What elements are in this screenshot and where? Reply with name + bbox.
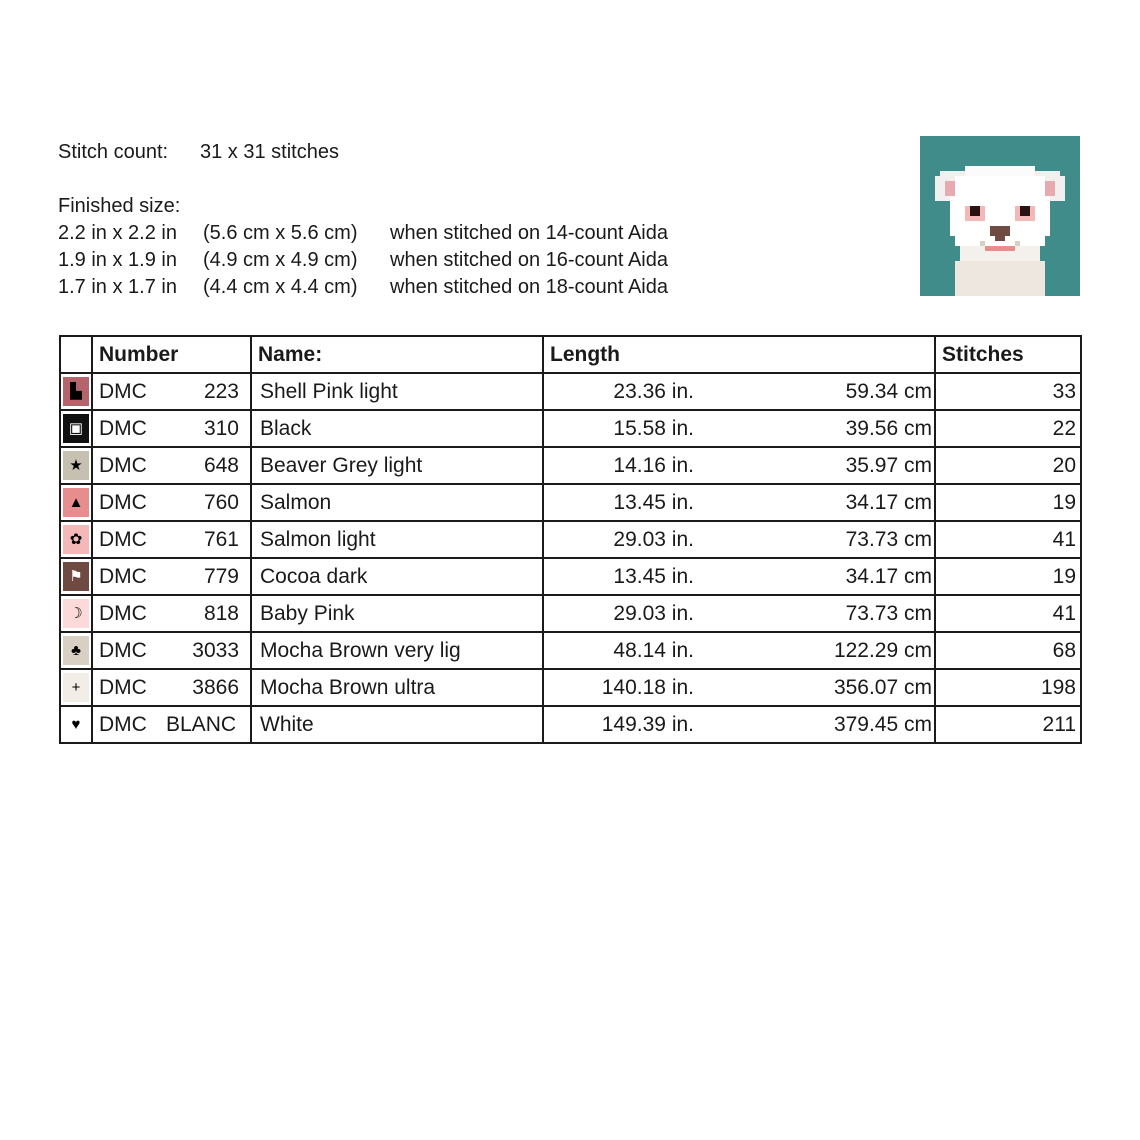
floss-name-cell: Baby Pink: [251, 595, 543, 632]
floss-number-cell: [92, 595, 251, 632]
length-cell: [543, 373, 935, 410]
length-column-header: Length: [543, 336, 935, 373]
floss-name-cell: Mocha Brown very lig: [251, 632, 543, 669]
length-inches: 14.16 in.: [613, 453, 694, 477]
square-target-icon: ▣: [63, 414, 89, 443]
length-inches: 140.18 in.: [601, 675, 694, 699]
floss-code: 779: [203, 564, 239, 588]
floss-brand: DMC: [99, 490, 147, 514]
size-fabric: when stitched on 16-count Aida: [390, 249, 668, 271]
floss-name-cell: Salmon light: [251, 521, 543, 558]
legend-row: [60, 373, 1081, 410]
floss-name-cell: Mocha Brown ultra: [251, 669, 543, 706]
white-puppy-pixel-icon: [920, 136, 1080, 296]
floss-number-cell: [92, 447, 251, 484]
floss-legend-table: [59, 335, 1082, 744]
length-inches: 149.39 in.: [601, 712, 694, 736]
length-cell: [543, 447, 935, 484]
size-inches: 1.9 in x 1.9 in: [58, 249, 177, 271]
name-column-header: Name:: [251, 336, 543, 373]
stitches-cell: 19: [935, 484, 1081, 521]
floss-code: 760: [203, 490, 239, 514]
floss-code: 648: [203, 453, 239, 477]
finished-size-row: [58, 247, 668, 274]
floss-number-cell: [92, 706, 251, 743]
finished-size-row: [58, 220, 668, 247]
size-inches: 1.7 in x 1.7 in: [58, 276, 177, 298]
floss-name-cell: White: [251, 706, 543, 743]
floss-code: 761: [203, 527, 239, 551]
symbol-cell: [60, 558, 92, 595]
legend-header-row: [60, 336, 1081, 373]
symbol-cell: [60, 706, 92, 743]
plus-icon: +: [63, 673, 89, 702]
floss-name-cell: Shell Pink light: [251, 373, 543, 410]
stitches-cell: 19: [935, 558, 1081, 595]
floss-number-cell: [92, 484, 251, 521]
length-cell: [543, 669, 935, 706]
symbol-cell: [60, 373, 92, 410]
flag-icon: ⚑: [63, 562, 89, 591]
size-cm: (4.9 cm x 4.9 cm): [203, 249, 358, 271]
stitches-cell: 211: [935, 706, 1081, 743]
symbol-cell: [60, 595, 92, 632]
length-cm: 59.34 cm: [845, 379, 932, 403]
length-inches: 13.45 in.: [613, 564, 694, 588]
club-icon: ♣: [63, 636, 89, 665]
length-cm: 34.17 cm: [845, 490, 932, 514]
length-cell: [543, 632, 935, 669]
length-cell: [543, 706, 935, 743]
stitches-cell: 68: [935, 632, 1081, 669]
floss-number-cell: [92, 373, 251, 410]
pattern-info: [58, 139, 668, 301]
pattern-preview-image: [920, 136, 1080, 296]
stitches-cell: 198: [935, 669, 1081, 706]
length-cm: 379.45 cm: [833, 712, 932, 736]
length-inches: 13.45 in.: [613, 490, 694, 514]
size-fabric: when stitched on 14-count Aida: [390, 222, 668, 244]
symbol-column-header: [60, 336, 92, 373]
finished-size-row: [58, 274, 668, 301]
floss-brand: DMC: [99, 601, 147, 625]
size-cm: (5.6 cm x 5.6 cm): [203, 222, 358, 244]
size-fabric: when stitched on 18-count Aida: [390, 276, 668, 298]
symbol-cell: [60, 521, 92, 558]
floss-code: 818: [203, 601, 239, 625]
length-inches: 29.03 in.: [613, 601, 694, 625]
legend-row: [60, 558, 1081, 595]
legend-row: [60, 706, 1081, 743]
stitches-cell: 22: [935, 410, 1081, 447]
floss-number-cell: [92, 521, 251, 558]
floss-code: 310: [203, 416, 239, 440]
floss-code: BLANC: [166, 712, 237, 736]
length-cm: 73.73 cm: [845, 527, 932, 551]
floss-name-cell: Black: [251, 410, 543, 447]
number-column-header: Number: [92, 336, 251, 373]
symbol-cell: [60, 632, 92, 669]
floss-code: 3033: [192, 638, 239, 662]
length-cell: [543, 484, 935, 521]
stitches-cell: 33: [935, 373, 1081, 410]
floss-number-cell: [92, 669, 251, 706]
legend-row: [60, 410, 1081, 447]
floss-code: 223: [203, 379, 239, 403]
length-cm: 122.29 cm: [833, 638, 932, 662]
symbol-cell: [60, 410, 92, 447]
legend-row: [60, 595, 1081, 632]
floss-brand: DMC: [99, 675, 147, 699]
floss-brand: DMC: [99, 453, 147, 477]
floss-brand: DMC: [99, 527, 147, 551]
length-inches: 15.58 in.: [613, 416, 694, 440]
shopping-bag-icon: ▙: [63, 377, 89, 406]
length-cm: 39.56 cm: [845, 416, 932, 440]
length-cm: 73.73 cm: [845, 601, 932, 625]
stitches-cell: 41: [935, 521, 1081, 558]
floss-brand: DMC: [99, 416, 147, 440]
length-cell: [543, 558, 935, 595]
symbol-cell: [60, 669, 92, 706]
symbol-cell: [60, 447, 92, 484]
size-cm: (4.4 cm x 4.4 cm): [203, 276, 358, 298]
length-cell: [543, 595, 935, 632]
stitches-cell: 20: [935, 447, 1081, 484]
length-cm: 356.07 cm: [833, 675, 932, 699]
floss-name-cell: Beaver Grey light: [251, 447, 543, 484]
stitches-column-header: Stitches: [935, 336, 1081, 373]
length-inches: 23.36 in.: [613, 379, 694, 403]
floss-number-cell: [92, 558, 251, 595]
size-inches: 2.2 in x 2.2 in: [58, 222, 177, 244]
legend-row: [60, 669, 1081, 706]
floss-name-cell: Cocoa dark: [251, 558, 543, 595]
star-icon: ★: [63, 451, 89, 480]
floss-brand: DMC: [99, 712, 147, 736]
floss-brand: DMC: [99, 564, 147, 588]
symbol-cell: [60, 484, 92, 521]
floss-number-cell: [92, 410, 251, 447]
length-cell: [543, 521, 935, 558]
moon-icon: ☽: [63, 599, 89, 628]
floss-code: 3866: [192, 675, 239, 699]
flower-icon: ✿: [63, 525, 89, 554]
legend-row: [60, 632, 1081, 669]
finished-size-label: Finished size:: [58, 195, 181, 217]
length-inches: 29.03 in.: [613, 527, 694, 551]
legend-row: [60, 447, 1081, 484]
floss-name-cell: Salmon: [251, 484, 543, 521]
length-inches: 48.14 in.: [613, 638, 694, 662]
length-cm: 34.17 cm: [845, 564, 932, 588]
stitch-count-value: 31 x 31 stitches: [200, 141, 339, 163]
floss-number-cell: [92, 632, 251, 669]
stitch-count-line: [58, 139, 668, 166]
legend-row: [60, 521, 1081, 558]
floss-brand: DMC: [99, 379, 147, 403]
legend-row: [60, 484, 1081, 521]
length-cm: 35.97 cm: [845, 453, 932, 477]
length-cell: [543, 410, 935, 447]
stitches-cell: 41: [935, 595, 1081, 632]
tree-icon: ▲: [63, 488, 89, 517]
stitch-count-label: Stitch count:: [58, 141, 169, 163]
heart-icon: ♥: [63, 710, 89, 739]
floss-brand: DMC: [99, 638, 147, 662]
